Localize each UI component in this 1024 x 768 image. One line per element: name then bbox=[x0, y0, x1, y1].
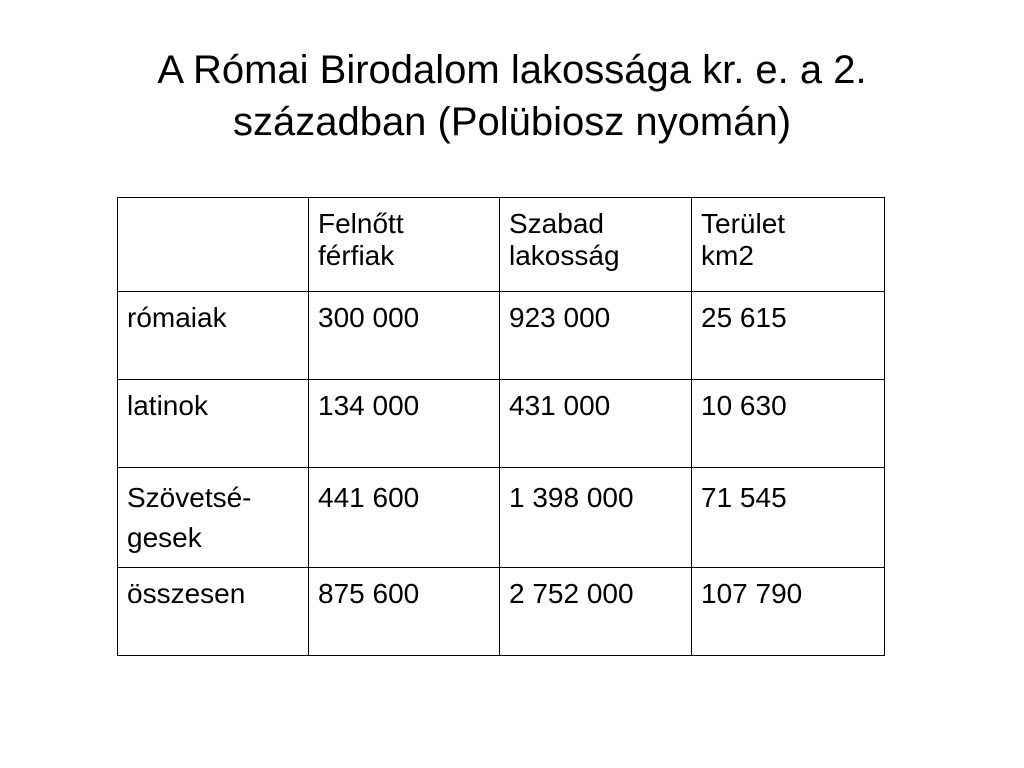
header-text: Terület bbox=[701, 208, 786, 239]
area-cell bbox=[692, 468, 885, 568]
area-cell: 107 790 bbox=[692, 568, 885, 656]
cell-text: 441 600 bbox=[318, 482, 420, 513]
header-cell-area bbox=[692, 198, 885, 292]
population-table bbox=[117, 197, 885, 656]
adult-men-cell: 875 600 bbox=[309, 568, 500, 656]
header-text: férfiak bbox=[318, 240, 395, 271]
table-row bbox=[118, 380, 885, 468]
free-population-cell: 2 752 000 bbox=[500, 568, 692, 656]
free-population-cell: 923 000 bbox=[500, 292, 692, 380]
row-label-cell: latinok bbox=[118, 380, 309, 468]
row-label-text: gesek bbox=[127, 522, 202, 553]
cell-text: 71 545 bbox=[701, 482, 787, 513]
row-label-cell bbox=[118, 468, 309, 568]
free-population-cell bbox=[500, 468, 692, 568]
table-header-row bbox=[118, 198, 885, 292]
row-label-cell: összesen bbox=[118, 568, 309, 656]
slide-title-line-2: században (Polübiosz nyomán) bbox=[232, 100, 792, 144]
adult-men-cell: 300 000 bbox=[309, 292, 500, 380]
row-label-cell: rómaiak bbox=[118, 292, 309, 380]
row-label-text: Szövetsé- bbox=[127, 482, 252, 513]
table-row bbox=[118, 292, 885, 380]
header-text: lakosság bbox=[509, 240, 620, 271]
header-cell-adult-men bbox=[309, 198, 500, 292]
area-cell: 10 630 bbox=[692, 380, 885, 468]
header-text: km2 bbox=[701, 240, 754, 271]
header-text: Felnőtt bbox=[318, 208, 404, 239]
slide-title bbox=[0, 44, 1024, 148]
header-cell-free-population bbox=[500, 198, 692, 292]
slide-title-line-1: A Római Birodalom lakossága kr. e. a 2. bbox=[157, 48, 867, 92]
adult-men-cell: 134 000 bbox=[309, 380, 500, 468]
table-row bbox=[118, 568, 885, 656]
header-corner-cell bbox=[118, 198, 309, 292]
free-population-cell: 431 000 bbox=[500, 380, 692, 468]
table-row bbox=[118, 468, 885, 568]
adult-men-cell bbox=[309, 468, 500, 568]
area-cell: 25 615 bbox=[692, 292, 885, 380]
cell-text: 1 398 000 bbox=[509, 482, 634, 513]
header-text: Szabad bbox=[509, 208, 604, 239]
